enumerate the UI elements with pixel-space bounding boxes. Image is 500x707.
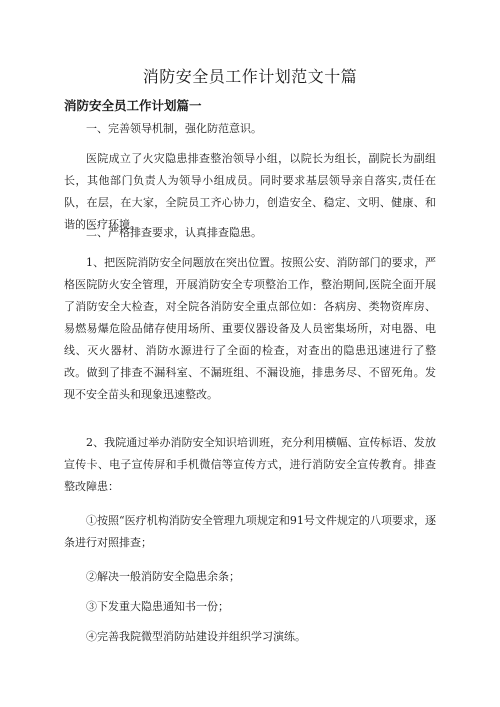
section-heading: 消防安全员工作计划篇一 bbox=[64, 98, 202, 113]
paragraph-7: ②解决一般消防安全隐患余条； bbox=[86, 570, 240, 583]
paragraph-4: 1、把医院消防安全问题放在突出位置。按照公安、消防部门的要求，严格医院防火安全管理，开展消防安全专项整治工作，整治期间,医院全面开展了消防安全大检查，对全院各消防安全重点部位如：各病房、类物资库房、易燃易爆危险品储存使用场所、重要仪器设备及人员密集场所，对电器、电线、灭火器材、消防水源进行了全面的检查，对查出的隐患迅速进行了整改。做到了排查不漏科室、不漏班组、不漏设施，排患务尽、不留死角。发现不安全苗头和现象迅速整改。 bbox=[64, 256, 436, 401]
document-title: 消防安全员工作计划范文十篇 bbox=[142, 67, 358, 86]
paragraph-1: 一、完善领导机制，强化防范意识。 bbox=[86, 122, 262, 135]
paragraph-5: 2、我院通过举办消防安全知识培训班，充分利用横幅、宣传标语、发放宣传卡、电子宣传屏和手机微信等宣传方式，进行消防安全宣传教育。排查整改障患： bbox=[64, 436, 436, 493]
paragraph-9: ④完善我院微型消防站建设并组织学习演练。 bbox=[86, 630, 306, 643]
paragraph-6: ①按照“医疗机构消防安全管理九项规定和91号文件规定的八项要求，逐条进行对照排查； bbox=[64, 514, 436, 549]
paragraph-2: 医院成立了火灾隐患排查整治领导小组，以院长为组长，副院长为副组长，其他部门负责人为领导小组成员。同时要求基层领导亲自落实,责任在队，在层，在大家，全院员工齐心协力，创造安全、稳定、文明、健康、和谐的医疗环境。 bbox=[64, 152, 436, 231]
paragraph-8: ③下发重大隐患通知书一份； bbox=[86, 600, 229, 613]
paragraph-3: 二、严格排查要求，认真排查隐患。 bbox=[86, 226, 262, 239]
